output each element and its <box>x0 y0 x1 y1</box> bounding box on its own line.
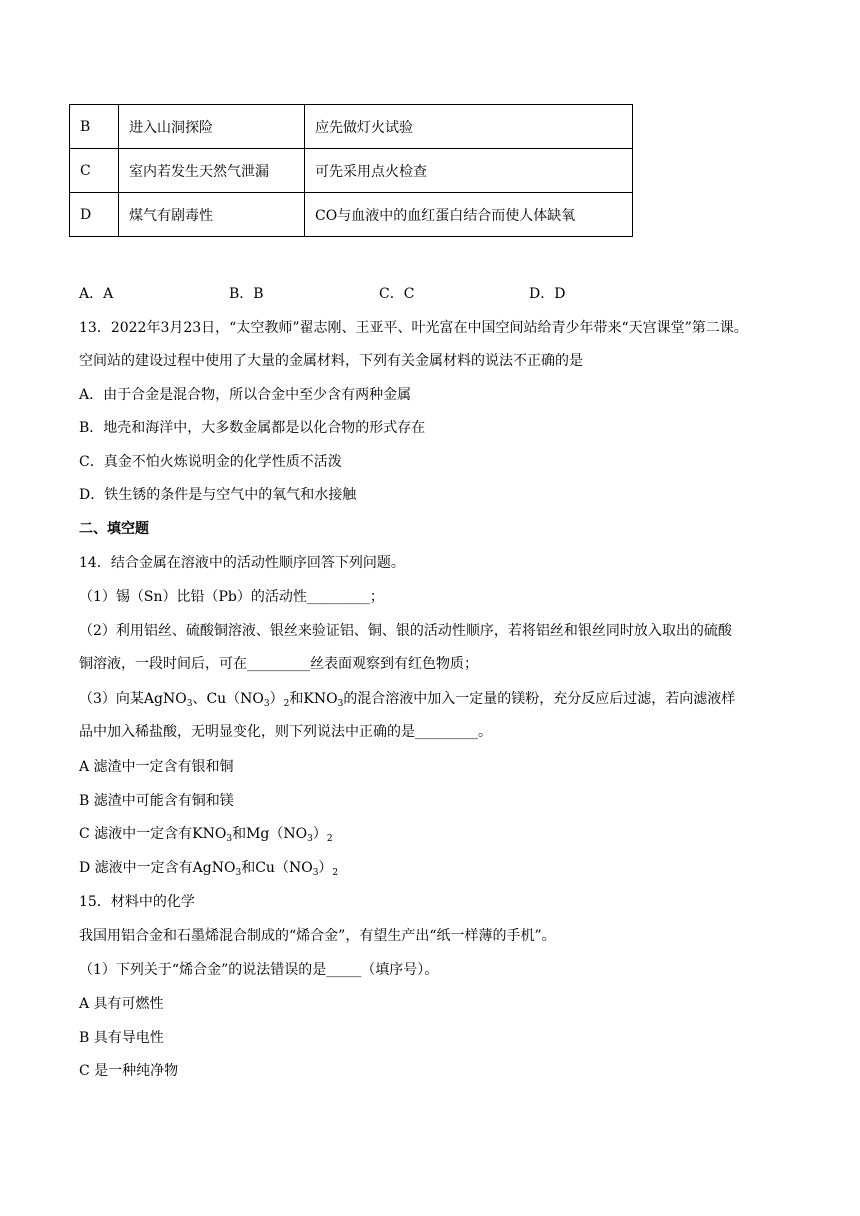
subscript: 3 <box>307 834 313 844</box>
q14-option-a: A 滤渣中一定含有银和铜 <box>79 759 234 775</box>
subscript: 3 <box>263 699 270 709</box>
q12-answer-row <box>79 284 779 304</box>
q14-stem: 14．结合金属在溶液中的活动性顺序回答下列问题。 <box>79 555 405 571</box>
q13-stem-line1: 13．2022年3月23日，“太空教师”翟志刚、王亚平、叶光富在中国空间站给青少年带来“天宫课堂”第二课。 <box>79 320 748 336</box>
q13-option-d: D．铁生锈的条件是与空气中的氧气和水接触 <box>79 487 357 503</box>
q15-option-a: A 具有可燃性 <box>79 996 164 1012</box>
q13-option-c: C．真金不怕火炼说明金的化学性质不活泼 <box>79 454 342 470</box>
options-table <box>69 104 633 237</box>
text-fragment: （3）向某AgNO <box>79 691 187 707</box>
answer-option-c: C．C <box>379 286 415 302</box>
table-cell-desc: CO与血液中的血红蛋白结合而使人体缺氧 <box>305 193 633 237</box>
subscript: 3 <box>186 699 193 709</box>
table-cell-letter: C <box>70 149 119 193</box>
subscript: 3 <box>226 834 233 844</box>
table-cell-item: 煤气有剧毒性 <box>119 193 305 237</box>
text-fragment: 和Cu（NO <box>241 860 313 876</box>
table-row <box>70 149 633 193</box>
answer-option-a: A．A <box>79 286 114 302</box>
q14-option-b: B 滤渣中可能含有铜和镁 <box>79 793 234 809</box>
q14-option-c <box>79 824 333 844</box>
section-title: 二、填空题 <box>79 521 149 537</box>
table-cell-desc: 应先做灯火试验 <box>305 105 633 149</box>
text-fragment: 和Mg（NO <box>232 826 308 842</box>
q14-part2-line2: 铜溶液，一段时间后，可在_________丝表面观察到有红色物质； <box>79 656 478 672</box>
text-fragment: ） <box>312 826 327 842</box>
text-fragment: C 滤液中一定含有KNO <box>79 826 227 842</box>
text-fragment: 、Cu（NO <box>192 691 264 707</box>
q15-option-b: B 具有导电性 <box>79 1030 164 1046</box>
q13-option-a: A．由于合金是混合物，所以合金中至少含有两种金属 <box>79 387 412 403</box>
q14-part3-line1 <box>79 689 735 709</box>
text-fragment: ） <box>318 860 333 876</box>
text-fragment: ） <box>269 691 284 707</box>
table-row <box>70 193 633 237</box>
q14-part1: （1）锡（Sn）比铅（Pb）的活动性_________； <box>79 589 384 605</box>
text-fragment: 和KNO <box>289 691 338 707</box>
table-cell-letter: B <box>70 105 119 149</box>
q14-part3-line2: 品中加入稀盐酸，无明显变化，则下列说法中正确的是_________。 <box>79 724 492 740</box>
table-cell-desc: 可先采用点火检查 <box>305 149 633 193</box>
table-row <box>70 105 633 149</box>
text-fragment: 的混合溶液中加入一定量的镁粉，充分反应后过滤，若向滤液样 <box>343 691 736 707</box>
q15-stem: 15．材料中的化学 <box>79 894 195 910</box>
subscript: 3 <box>312 868 319 878</box>
table-cell-item: 进入山洞探险 <box>119 105 305 149</box>
answer-option-d: D．D <box>529 286 566 302</box>
table-cell-letter: D <box>70 193 119 237</box>
subscript: 2 <box>283 699 290 709</box>
q13-stem-line2: 空间站的建设过程中使用了大量的金属材料，下列有关金属材料的说法不正确的是 <box>79 353 583 369</box>
subscript: 2 <box>326 834 333 844</box>
subscript: 3 <box>235 868 242 878</box>
q14-option-d <box>79 858 338 878</box>
subscript: 2 <box>332 868 339 878</box>
q15-intro: 我国用铝合金和石墨烯混合制成的“烯合金”，有望生产出“纸一样薄的手机”。 <box>79 928 556 944</box>
table-cell-item: 室内若发生天然气泄漏 <box>119 149 305 193</box>
text-fragment: D 滤液中一定含有AgNO <box>79 860 236 876</box>
q14-part2-line1: （2）利用铝丝、硫酸铜溶液、银丝来验证铝、铜、银的活动性顺序，若将铝丝和银丝同时放入取出的硫酸 <box>79 623 732 639</box>
q15-part1: （1）下列关于“烯合金”的说法错误的是_____（填序号）。 <box>79 962 439 978</box>
q15-option-c: C 是一种纯净物 <box>79 1063 179 1079</box>
answer-option-b: B．B <box>229 286 264 302</box>
subscript: 3 <box>337 699 344 709</box>
q13-option-b: B．地壳和海洋中，大多数金属都是以化合物的形式存在 <box>79 420 426 436</box>
